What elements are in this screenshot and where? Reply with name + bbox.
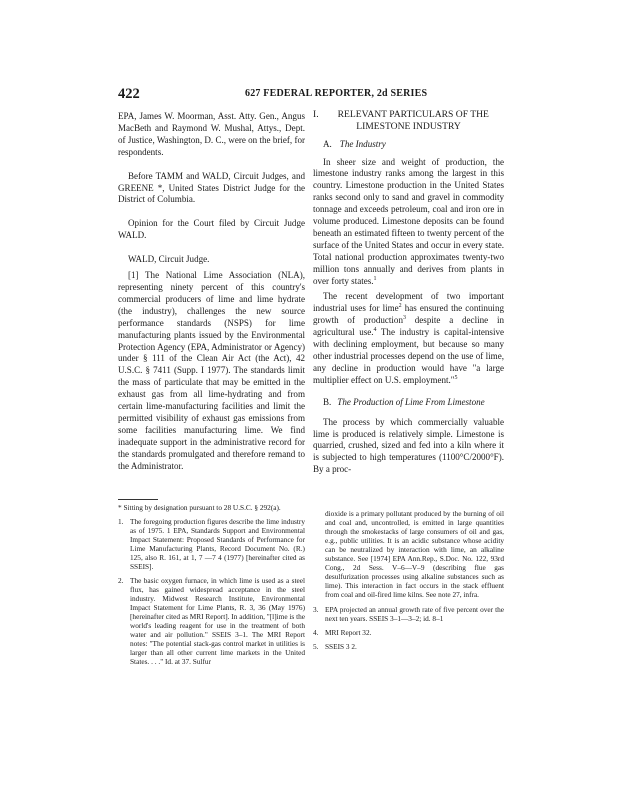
- subsection-b-heading: [313, 397, 504, 409]
- subsection-a-heading: [323, 139, 504, 151]
- subsection-a-letter: A.: [323, 138, 332, 149]
- industry-paragraph-2-part-3: despite a decline in agricultural use.: [313, 315, 504, 338]
- footnote-1: [118, 517, 305, 571]
- footnote-5-number: 5.: [313, 642, 319, 651]
- section-number: I.: [313, 109, 319, 120]
- subsection-b-title: The Production of Lime From Limestone: [337, 396, 485, 407]
- footnote-3-text: EPA projected an annual growth rate of five percent over the next ten years. SSEIS 3–1—3–2; id. 8–1: [325, 605, 504, 623]
- subsection-b-letter: B.: [323, 396, 332, 407]
- industry-paragraph-2-part-2: has ensured the continuing growth of production: [313, 303, 504, 326]
- running-head: 627 FEDERAL REPORTER, 2d SERIES: [245, 88, 428, 99]
- subsection-a-title: The Industry: [339, 138, 386, 149]
- footnote-rule: [118, 499, 158, 500]
- industry-paragraph-2: [313, 291, 504, 386]
- footnote-4-text: MRI Report 32.: [325, 628, 372, 637]
- counsel-paragraph: EPA, James W. Moorman, Asst. Atty. Gen., Angus MacBeth and Raymond W. Mushal, Attys., Dept. of Justice, Washington, D. C., were on the brief, for respondents.: [118, 111, 305, 157]
- page-number: 422: [118, 86, 140, 102]
- footnote-4: [313, 628, 504, 637]
- page-header: [118, 86, 504, 102]
- industry-paragraph-2-part-4: The industry is capital-intensive with declining employment, but because so many other industrial processes depend on the use of lime, any decline in production would have "a large multiplier effect on U.S. employment.": [313, 327, 504, 385]
- footnote-2: [118, 576, 305, 666]
- footnotes-right: [313, 509, 504, 656]
- footnote-ref-3[interactable]: 3: [402, 315, 406, 322]
- opinion-by-paragraph: Opinion for the Court filed by Circuit Judge WALD.: [118, 218, 305, 241]
- industry-paragraph-1-text: In sheer size and weight of production, the limestone industry ranks among the largest in this country. Limestone production in the United States ranks second only to sand and gravel in commodity tonnage and exceeds petroleum, coal and iron ore in volume produced. Limestone deposits can be found beneath an estimated fifteen to twenty percent of the surface of the United States and occur in every state. Total national production approximates twenty-two million tons annually and derives from plants in over forty states.: [313, 156, 504, 286]
- opinion-paragraph-1: [1] The National Lime Association (NLA), representing ninety percent of this country's commercial producers of lime and lime hydrate (the industry), challenges the new source performance standards (NSPS) for lime manufacturing plants issued by the Environmental Protection Agency (EPA, Administrator or Agency) under § 111 of the Clean Air Act (the Act), 42 U.S.C. § 7411 (Supp. I 1977). The standards limit the mass of particulate that may be emitted in the exhaust gas from all lime-hydrating and from certain lime-manufacturing facilities and limit the permitted visibility of exhaust gas emissions from some facilities manufacturing lime. We find inadequate support in the administrative record for the standards promulgated and therefore remand to the Administrator.: [118, 270, 305, 471]
- footnote-2-continued: dioxide is a primary pollutant produced by the burning of oil and coal and, uncontrolled, is emitted in large quantities through the smokestacks of large consumers of oil and gas, e.g., public utilities. It is an acidic substance whose acidity can be neutralized by interaction with lime, an alkaline substance. See [1974] EPA Ann.Rep., S.Doc. No. 122, 93rd Cong., 2d Sess. V–6—V–9 (describing flue gas desulfurization processes using alkaline substances such as lime). This interaction in fact occurs in the stack effluent from coal and oil-fired lime kilns. See note 27, infra.: [325, 509, 504, 599]
- footnote-1-text: The foregoing production figures describe the lime industry as of 1975. 1 EPA, Standards Support and Environmental Impact Statement: Proposed Standards of Performance for Lime Manufacturing Plants, Record Document No. (R.) 125, also R. 161, at 1, 7 —7 4 (1977) [hereinafter cited as SSEIS].: [130, 517, 305, 571]
- footnote-star: * Sitting by designation pursuant to 28 U.S.C. § 292(a).: [118, 503, 281, 512]
- section-title: RELEVANT PARTICULARS OF THE LIMESTONE INDUSTRY: [337, 109, 489, 132]
- footnote-ref-4[interactable]: 4: [373, 327, 377, 334]
- section-heading: [313, 109, 504, 133]
- footnote-2-number: 2.: [118, 576, 124, 585]
- industry-paragraph-2-part-1: The recent development of two important industrial uses for lime: [313, 291, 504, 314]
- footnote-ref-1[interactable]: 1: [373, 275, 377, 282]
- industry-paragraph-1: [313, 157, 504, 288]
- footnote-4-number: 4.: [313, 628, 319, 637]
- left-column: [118, 111, 305, 472]
- footnote-ref-5[interactable]: 5: [454, 374, 458, 381]
- footnote-ref-2[interactable]: 2: [398, 303, 402, 310]
- footnote-1-number: 1.: [118, 517, 124, 526]
- right-column: [313, 109, 504, 476]
- author-line: WALD, Circuit Judge.: [128, 254, 210, 265]
- judges-paragraph: Before TAMM and WALD, Circuit Judges, and GREENE *, United States District Judge for the District of Columbia.: [118, 170, 305, 205]
- production-paragraph-1: The process by which commercially valuable lime is produced is relatively simple. Limestone is quarried, crushed, sized and fed into a kiln where it is subjected to high temperatures (1100°C/2000°F). By a proc-: [313, 416, 504, 475]
- footnote-3-number: 3.: [313, 605, 319, 614]
- footnote-5: [313, 642, 504, 651]
- footnotes-left: [118, 503, 305, 671]
- footnote-5-text: SSEIS 3 2.: [325, 642, 357, 651]
- footnote-3: [313, 605, 504, 623]
- footnote-2-text: The basic oxygen furnace, in which lime is used as a steel flux, has gained widespread acceptance in the steel industry. Midwest Research Institute, Environmental Impact Statement for Lime Plants, R. 3, 36 (May 1976) [hereinafter cited as MRI Report]. In addition, "[l]ime is the world's leading reagent for use in the treatment of both water and air pollution." SSEIS 3–1. The MRI Report notes: "The potential stack-gas control market in utilities is larger than all other current lime markets in the United States. . . ." Id. at 37. Sulfur: [130, 576, 306, 666]
